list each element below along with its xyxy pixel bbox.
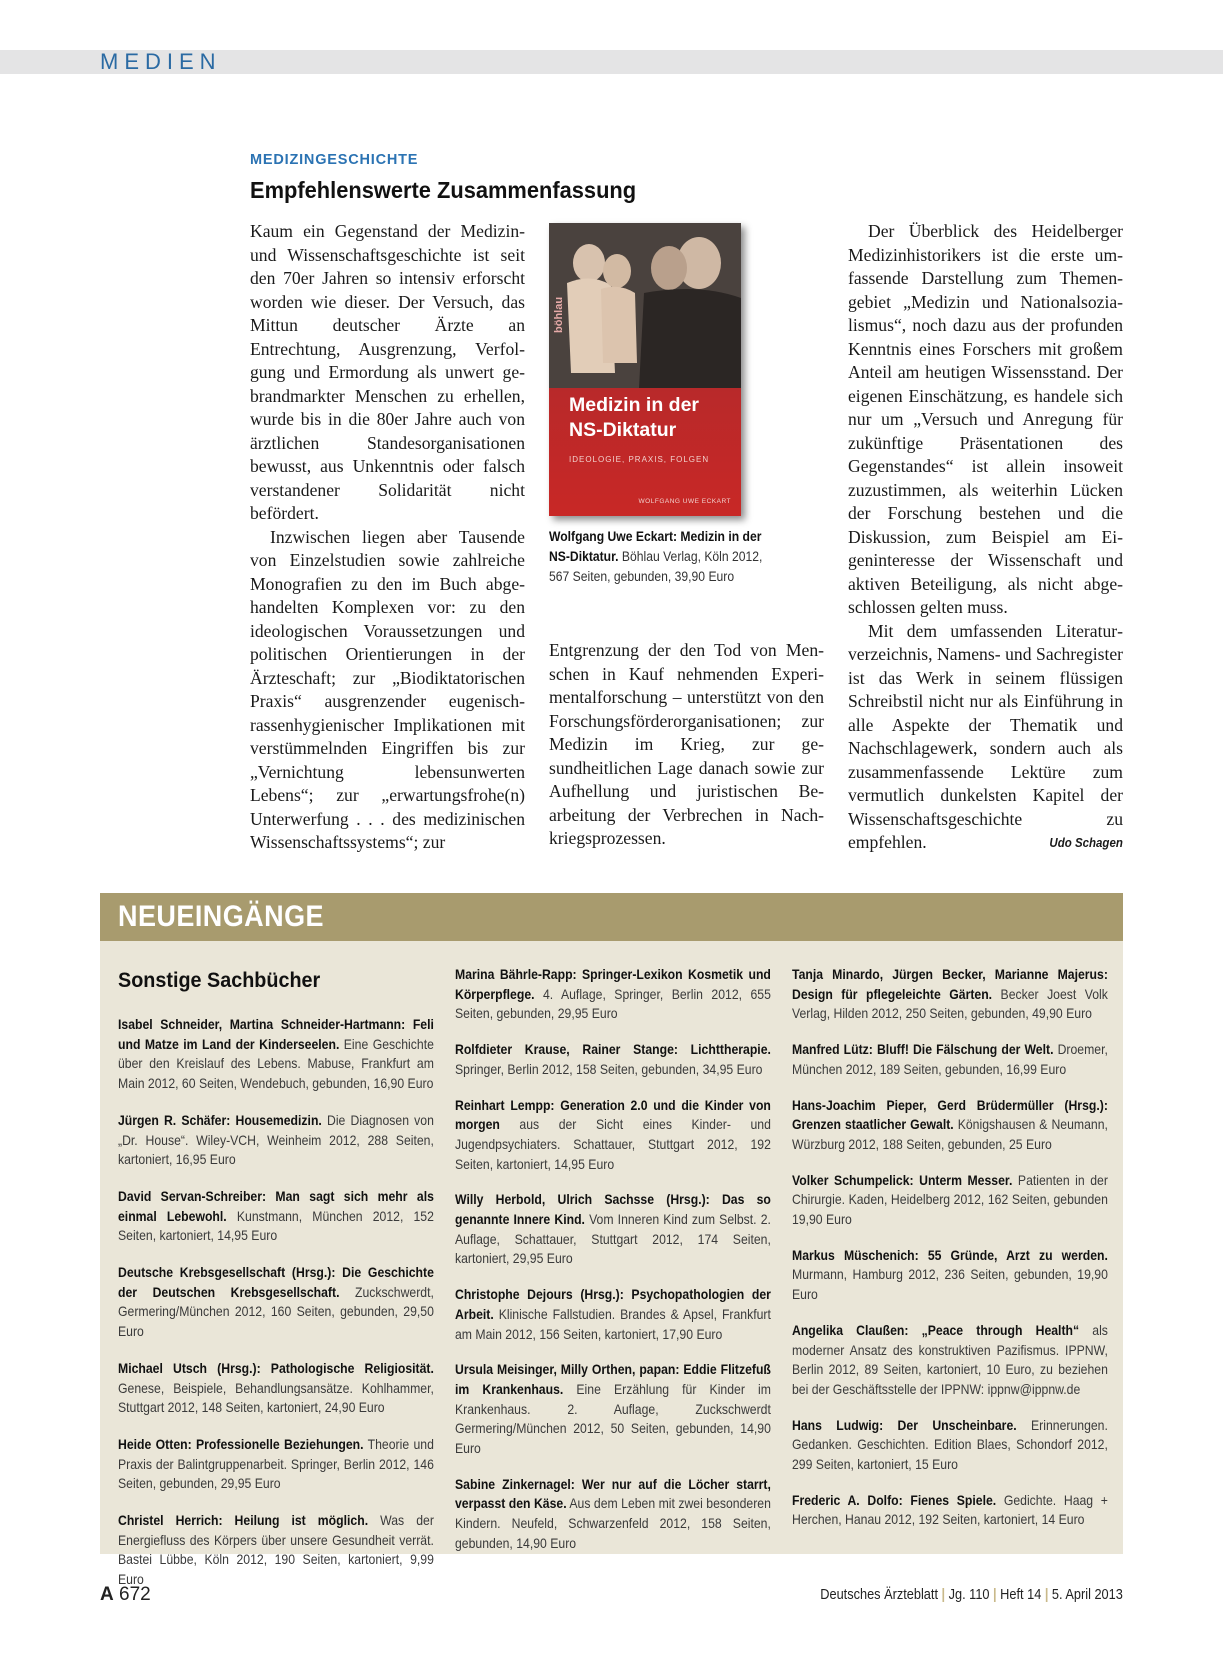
book-entry-details: Theorie und Praxis der Balintgruppenarbeit. Springer, Berlin 2012, 146 Seiten, gebunden, 29,95 Euro	[118, 1436, 434, 1492]
book-entry-title: Isabel Schneider, Martina Schneider-Hartmann: Feli und Matze im Land der Kinderseelen.	[118, 1017, 434, 1052]
book-entry	[792, 1321, 1108, 1400]
neueingaenge-column-3	[792, 965, 1108, 1546]
book-entry-title: Hans-Joachim Pieper, Gerd Brüdermüller (Hrsg.): Grenzen staatlicher Gewalt.	[792, 1097, 1108, 1133]
book-entry	[118, 1111, 434, 1170]
neueingaenge-title: NEUEINGÄNGE	[118, 900, 324, 933]
article-column-1	[250, 220, 525, 855]
book-cover-image	[549, 223, 741, 516]
book-entry-details: Klinische Fallstudien. Brandes & Apsel, Frankfurt am Main 2012, 156 Seiten, kartoniert, 17,90 Euro	[455, 1306, 771, 1342]
book-entry	[792, 1040, 1108, 1079]
book-entry-details: Springer, Berlin 2012, 158 Seiten, gebunden, 34,95 Euro	[455, 1061, 763, 1077]
neueingaenge-column-2	[455, 965, 771, 1570]
book-entry-title: Volker Schumpelick: Unterm Messer.	[792, 1172, 1013, 1188]
book-entry	[118, 1015, 434, 1094]
journal-name: Deutsches Ärzteblatt	[820, 1587, 939, 1603]
book-entry-details: Genese, Beispiele, Behandlungsansätze. Kohlhammer, Stuttgart 2012, 148 Seiten, kartoniert, 24,90 Euro	[118, 1380, 434, 1416]
cover-title-line: NS-Diktatur	[569, 419, 677, 441]
book-entry-title: Ursula Meisinger, Milly Orthen, papan: Eddie Flitzefuß im Krankenhaus.	[455, 1362, 771, 1397]
book-entry-details: Erinnerungen. Gedanken. Geschichten. Edition Blaes, Schondorf 2012, 299 Seiten, kartoniert, 15 Euro	[792, 1417, 1108, 1473]
book-entry-details: aus der Sicht eines Kinder- und Jugendpsychiaters. Schattauer, Stuttgart 2012, 192 Seiten, kartoniert, 14,95 Euro	[455, 1117, 771, 1172]
book-entry	[118, 1511, 434, 1590]
book-entry-title: Willy Herbold, Ulrich Sachsse (Hrsg.): Das so genannte Innere Kind.	[455, 1192, 771, 1228]
page-number	[100, 1584, 151, 1606]
book-entry-details: Die Diagnosen von „Dr. House“. Wiley-VCH, Weinheim 2012, 288 Seiten, kartoniert, 16,95 Euro	[118, 1112, 434, 1168]
book-entry-title: Rolfdieter Krause, Rainer Stange: Lichttherapie.	[455, 1042, 771, 1058]
book-entry-details: Gedichte. Haag + Herchen, Hanau 2012, 192 Seiten, kartoniert, 14 Euro	[792, 1492, 1108, 1528]
book-entry-details: Eine Geschichte über den Kreislauf des Lebens. Mabuse, Frankfurt am Main 2012, 60 Seiten, Wendebuch, gebunden, 16,90 Euro	[118, 1036, 434, 1092]
book-entry-title: Markus Müschenich: 55 Gründe, Arzt zu werden.	[792, 1247, 1108, 1263]
book-entry-title: Christophe Dejours (Hrsg.): Psychopathologien der Arbeit.	[455, 1287, 771, 1322]
article-paragraph-text: Mit dem umfassenden Literaturverzeichnis, Namens- und Sachregister ist das Werk in seinem flüssigen Schreibstil nicht nur als Einführung in alle Aspekte der Thematik und Nachschlagewerk, sondern auch als zusammenfassende Lektüre zum vermutlich dunkelsten Kapitel der Wissenschaftsgeschichte zu empfehlen.	[848, 620, 1123, 852]
book-entry-details: 4. Auflage, Springer, Berlin 2012, 655 Seiten, gebunden, 29,95 Euro	[455, 986, 771, 1022]
page-prefix: A	[100, 1584, 114, 1605]
book-entry-details: als moderner Ansatz des konstruktiven Pazifismus. IPPNW, Berlin 2012, 89 Seiten, kartoniert, 10 Euro, zu beziehen bei der Geschäftsstelle der IPPNW: ippnw@ippnw.de	[792, 1322, 1108, 1397]
cover-photo	[549, 223, 741, 388]
book-entry-details: Aus dem Leben mit zwei besonderen Kindern. Neufeld, Schwarzenfeld 2012, 158 Seiten, gebunden, 14,90 Euro	[455, 1496, 771, 1551]
book-entry	[792, 1171, 1108, 1230]
entry-list	[792, 965, 1108, 1530]
book-entry-details: Zuckschwerdt, Germering/München 2012, 160 Seiten, gebunden, 29,50 Euro	[118, 1284, 434, 1340]
book-entry	[792, 1246, 1108, 1305]
article-paragraph: Entgrenzung der den Tod von Menschen in Kauf nehmenden Experimentalforschung – unterstützt von den Forschungsförderorganisationen; zur Medizin im Krieg, zur gesundheitlichen Lage danach sowie zur Aufhellung und juristischen Bearbeitung der Verbrechen in Nachkriegsprozessen.	[549, 640, 824, 848]
article-paragraph: Inzwischen liegen aber Tausende von Einzelstudien sowie zahlreiche Monografien zu den im Buch abgehandelten Komplexen vor: zu den ideologischen Voraussetzungen und politischen Orientierungen in der Ärzteschaft; zur „Biodiktatorischen Praxis“ ausgrenzender eugenisch-rassenhygienischer Implikationen mit verstümmelnden Eingriffen bis zur „Vernichtung lebensunwerten Lebens“; zur „erwartungsfrohe(n) Unterwerfung . . . des medizinischen Wissenschaftssystems“; zur	[250, 526, 525, 852]
book-entry-title: Manfred Lütz: Bluff! Die Fälschung der Welt.	[792, 1042, 1054, 1058]
page-number-value: 672	[119, 1584, 151, 1605]
article-paragraph: Kaum ein Gegenstand der Medizin- und Wissenschaftsgeschichte ist seit den 70er Jahren so intensiv erforscht worden wie dieser. Der Versuch, das Mittun deutscher Ärzte an Entrechtung, Ausgrenzung, Verfolgung und Ermordung als unwert gebrandmarkter Menschen zu erhellen, wurde bis in die 80er Jahre auch von ärztlichen Standesorganisationen bewusst, aus Unkenntnis oder falsch verstandener Solidarität nicht befördert.	[250, 221, 525, 523]
article-column-3	[848, 220, 1123, 855]
book-entry-details: Droemer, München 2012, 189 Seiten, gebunden, 16,99 Euro	[792, 1042, 1108, 1077]
book-entry	[118, 1435, 434, 1494]
article-paragraph	[848, 620, 1123, 855]
entry-list	[455, 965, 771, 1554]
book-entry	[455, 1190, 771, 1269]
book-caption	[549, 527, 783, 587]
book-entry-title: Angelika Claußen: „Peace through Health“	[792, 1322, 1080, 1338]
neueingaenge-heading: Sonstige Sachbücher	[118, 968, 321, 992]
book-entry	[455, 1040, 771, 1079]
journal-footer	[820, 1587, 1123, 1603]
book-entry-details: Becker Joest Volk Verlag, Hilden 2012, 250 Seiten, gebunden, 49,90 Euro	[792, 986, 1108, 1022]
book-entry-details: Eine Erzählung für Kinder im Krankenhaus. 2. Auflage, Zuckschwerdt Germering/München 2012, 50 Seiten, gebunden, 14,90 Euro	[455, 1381, 771, 1457]
article-kicker: MEDIZINGESCHICHTE	[250, 152, 419, 168]
book-entry-details: Was der Energiefluss des Körpers über unsere Gesundheit verrät. Bastei Lübbe, Köln 2012, 190 Seiten, kartoniert, 9,99 Euro	[118, 1513, 434, 1588]
book-entry-title: Heide Otten: Professionelle Beziehungen.	[118, 1436, 364, 1452]
book-entry	[792, 965, 1108, 1024]
book-entry	[792, 1491, 1108, 1530]
book-entry-title: Hans Ludwig: Der Unscheinbare.	[792, 1417, 1017, 1433]
book-entry-title: Jürgen R. Schäfer: Housemedizin.	[118, 1112, 322, 1128]
footer-separator: |	[1044, 1587, 1049, 1603]
book-entry	[455, 1096, 771, 1175]
book-entry-details: Vom Inneren Kind zum Selbst. 2. Auflage, Schattauer, Stuttgart 2012, 174 Seiten, kartoniert, 29,95 Euro	[455, 1212, 771, 1267]
book-entry	[455, 1360, 771, 1459]
journal-issue: Heft 14	[1000, 1587, 1042, 1603]
cover-author: WOLFGANG UWE ECKART	[638, 498, 731, 505]
book-entry	[455, 1475, 771, 1554]
book-entry	[455, 1285, 771, 1344]
book-entry-title: David Servan-Schreiber: Man sagt sich mehr als einmal Lebewohl.	[118, 1188, 434, 1224]
book-entry-title: Michael Utsch (Hrsg.): Pathologische Religiosität.	[118, 1360, 434, 1376]
journal-volume: Jg. 110	[948, 1587, 990, 1603]
caption-details: Böhlau Verlag, Köln 2012, 567 Seiten, gebunden, 39,90 Euro	[549, 549, 763, 584]
book-entry-title: Sabine Zinkernagel: Wer nur auf die Löcher starrt, verpasst den Käse.	[455, 1476, 771, 1512]
book-entry-details: Patienten in der Chirurgie. Kaden, Heidelberg 2012, 162 Seiten, gebunden 19,90 Euro	[792, 1172, 1108, 1228]
book-entry-title: Frederic A. Dolfo: Fienes Spiele.	[792, 1492, 997, 1508]
footer-separator: |	[941, 1587, 946, 1603]
neueingaenge-column-1	[118, 965, 434, 1607]
article-paragraph: Der Überblick des Heidelberger Medizinhistorikers ist die erste umfassende Darstellung zum Themengebiet „Medizin und Nationalsozialismus“, noch dazu aus der profunden Kenntnis eines Forschers mit großem Anteil am heutigen Wissensstand. Der eigenen Einschätzung, es handele sich nur um „Versuch und Anregung für zukünftige Präsentationen des Gegenstandes“ ist allein insoweit zuzustimmen, als weiterhin Lücken der Forschung bestehen und die Diskussion, zum Beispiel am Eigeninteresse der Wissenschaft und aktiven Beteiligung, als nicht abgeschlossen gelten muss.	[848, 221, 1123, 617]
cover-publisher: böhlau	[553, 296, 565, 333]
cover-title	[569, 393, 699, 443]
caption-title: Wolfgang Uwe Eckart: Medizin in der NS-Diktatur.	[549, 529, 762, 564]
cover-title-line: Medizin in der	[569, 394, 700, 416]
book-entry-title: Tanja Minardo, Jürgen Becker, Marianne Majerus: Design für pflegeleichte Gärten.	[792, 967, 1108, 1002]
book-entry	[118, 1187, 434, 1246]
book-entry	[118, 1263, 434, 1342]
article-headline: Empfehlenswerte Zusammenfassung	[250, 177, 637, 203]
book-entry-title: Marina Bährle-Rapp: Springer-Lexikon Kosmetik und Körperpflege.	[455, 967, 771, 1002]
section-header: MEDIEN	[100, 49, 222, 74]
book-entry-details: Königshausen & Neumann, Würzburg 2012, 188 Seiten, gebunden, 25 Euro	[792, 1117, 1108, 1152]
book-entry	[792, 1096, 1108, 1155]
book-entry-details: Kunstmann, München 2012, 152 Seiten, kartoniert, 14,95 Euro	[118, 1208, 434, 1244]
article-column-2	[549, 639, 824, 851]
footer-separator: |	[993, 1587, 997, 1603]
article-author: Udo Schagen	[1049, 836, 1123, 850]
book-entry-title: Christel Herrich: Heilung ist möglich.	[118, 1513, 369, 1529]
book-entry-title: Deutsche Krebsgesellschaft (Hrsg.): Die Geschichte der Deutschen Krebsgesellschaft.	[118, 1265, 434, 1300]
book-entry-title: Reinhart Lempp: Generation 2.0 und die Kinder von morgen	[455, 1097, 771, 1133]
cover-subtitle: IDEOLOGIE, PRAXIS, FOLGEN	[569, 455, 710, 464]
entry-list	[118, 1015, 434, 1590]
book-entry-details: Murmann, Hamburg 2012, 236 Seiten, gebunden, 19,90 Euro	[792, 1267, 1108, 1303]
book-entry	[792, 1416, 1108, 1475]
book-entry	[455, 965, 771, 1024]
journal-date: 5. April 2013	[1052, 1587, 1123, 1603]
book-entry	[118, 1359, 434, 1418]
